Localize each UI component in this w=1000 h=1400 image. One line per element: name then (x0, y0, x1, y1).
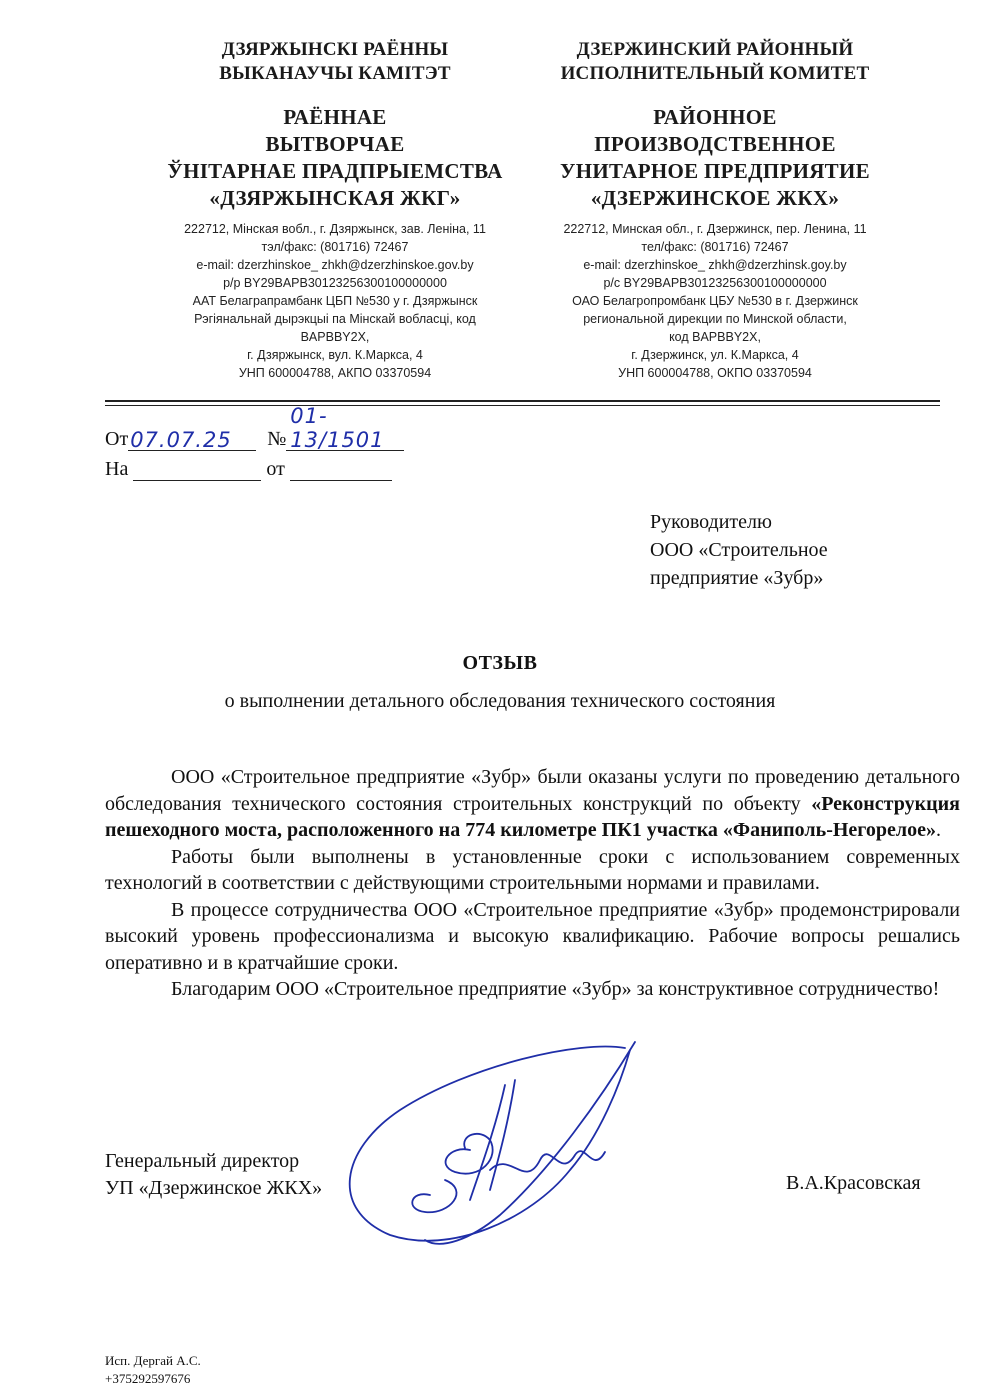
of-label: от (266, 458, 285, 480)
paragraph-4: Благодарим ООО «Строительное предприятие «Зубр» за конструктивное сотрудничество! (171, 978, 940, 1000)
incoming-ref (105, 458, 392, 481)
on-label: На (105, 458, 129, 480)
document-subtitle: о выполнении детального обследования технического состояния (224, 690, 776, 712)
letter-body (105, 764, 960, 1003)
number-field (286, 404, 404, 452)
incoming-number-field (290, 462, 392, 481)
signature-loop (350, 1047, 630, 1241)
enterprise-line: УНИТАРНОЕ ПРЕДПРИЯТИЕ (560, 159, 870, 183)
org-line: ИСПОЛНИТЕЛЬНЫЙ КОМИТЕТ (560, 63, 870, 84)
requisite-line: региональной дирекции по Минской области, (583, 312, 847, 326)
requisite-line: УНП 600004788, АКПО 03370594 (238, 366, 432, 380)
signature-stroke (490, 1151, 605, 1171)
date-field (128, 428, 256, 452)
enterprise-line: ПРОИЗВОДСТВЕННОЕ (594, 132, 836, 156)
enterprise-line: РАЙОННОЕ (653, 105, 777, 129)
requisite-line: г. Дзержинск, ул. К.Маркса, 4 (631, 348, 799, 362)
document-title: ОТЗЫВ (462, 652, 538, 674)
org-line: ВЫКАНАУЧЫ КАМІТЭТ (219, 63, 451, 84)
enterprise-line: «ДЗЯРЖЫНСКАЯ ЖКГ» (209, 186, 461, 210)
handwritten-signature (330, 1040, 660, 1260)
handwritten-number: 01-13/1501 (290, 404, 385, 452)
signature-stroke (470, 1085, 505, 1200)
incoming-date-field (133, 462, 261, 481)
org-line: ДЗЕРЖИНСКИЙ РАЙОННЫЙ (576, 39, 854, 60)
requisite-line: р/с BY29BAPB30123256300100000000 (603, 276, 827, 290)
requisite-line: 222712, Мінская вобл., г. Дзяржынск, зав. Леніна, 11 (184, 222, 486, 236)
addressee-line: Руководителю (650, 511, 772, 533)
executor-phone: +375292597676 (105, 1371, 191, 1386)
signatory-position (105, 1148, 322, 1202)
enterprise-line: РАЁННАЕ (283, 105, 387, 129)
enterprise-line: ЎНІТАРНАЕ ПРАДПРЫЕМСТВА (167, 159, 503, 183)
requisites-by (120, 220, 550, 382)
requisite-line: BAPBBY2X, (300, 330, 370, 344)
requisite-line: УНП 600004788, ОКПО 03370594 (618, 366, 812, 380)
requisite-line: тэл/факс: (801716) 72467 (261, 240, 409, 254)
requisites-ru (515, 220, 915, 382)
addressee-line: предприятие «Зубр» (650, 567, 824, 589)
requisite-line: e-mail: dzerzhinskoe_ zhkh@dzerzhinskoe.gov.by (196, 258, 474, 272)
executor-name: Исп. Дергай А.С. (105, 1353, 201, 1368)
requisite-line: e-mail: dzerzhinskoe_ zhkh@dzerzhinsk.goy.by (583, 258, 847, 272)
letterhead-divider (105, 400, 940, 402)
requisite-line: ОАО Белагропромбанк ЦБУ №530 в г. Дзержинск (572, 294, 858, 308)
handwritten-date: 07.07.25 (130, 428, 232, 452)
org-name-by (120, 38, 550, 86)
signatory-name: В.А.Красовская (786, 1172, 921, 1194)
requisite-line: р/р BY29BAPB30123256300100000000 (223, 276, 447, 290)
requisite-line: тел/факс: (801716) 72467 (641, 240, 789, 254)
position-line: УП «Дзержинское ЖКХ» (105, 1177, 323, 1199)
from-label: От (105, 428, 129, 450)
executor-info (105, 1352, 201, 1388)
paragraph-text: . (935, 819, 941, 841)
requisite-line: ААТ Белаграпрамбанк ЦБП №530 у г. Дзяржынск (192, 294, 478, 308)
paragraph-1 (105, 764, 960, 844)
enterprise-name-by (120, 104, 550, 212)
letterhead-left (120, 38, 550, 382)
addressee (650, 508, 828, 592)
paragraph-2: Работы были выполнены в установленные сроки с использованием современных технологий в соответствии с действующими строительными нормами и правилами. (105, 845, 960, 894)
signature-stroke (412, 1180, 456, 1212)
requisite-line: Рэгіянальнай дырэкцыі па Мінскай вобласці, код (194, 312, 476, 326)
position-line: Генеральный директор (105, 1150, 300, 1172)
project-name: «Реконструкция пешеходного моста, расположенного на 774 километре ПК1 участка «Фаниполь-Негорелое» (105, 792, 960, 841)
enterprise-name-ru (515, 104, 915, 212)
signature-stroke (425, 1042, 635, 1244)
addressee-line: ООО «Строительное (650, 539, 828, 561)
org-name-ru (515, 38, 915, 86)
number-label: № (267, 428, 287, 450)
letterhead-divider-thin (105, 405, 940, 406)
outgoing-ref (105, 404, 404, 452)
enterprise-line: «ДЗЕРЖИНСКОЕ ЖКХ» (590, 186, 840, 210)
letterhead-right (515, 38, 915, 382)
enterprise-line: ВЫТВОРЧАЕ (265, 132, 405, 156)
paragraph-3: В процессе сотрудничества ООО «Строительное предприятие «Зубр» продемонстрировали высокий уровень профессионализма и высокую квалификацию. Рабочие вопросы решались оперативно и в кратчайшие сроки. (105, 898, 960, 974)
requisite-line: г. Дзяржынск, вул. К.Маркса, 4 (247, 348, 423, 362)
paragraph-text: ООО «Строительное предприятие «Зубр» были оказаны услуги по проведению детального обследования технического состояния строительных конструкций по объекту (105, 766, 960, 815)
org-line: ДЗЯРЖЫНСКІ РАЁННЫ (221, 39, 449, 60)
requisite-line: код BAPBBY2X, (669, 330, 761, 344)
requisite-line: 222712, Минская обл., г. Дзержинск, пер. Ленина, 11 (563, 222, 867, 236)
